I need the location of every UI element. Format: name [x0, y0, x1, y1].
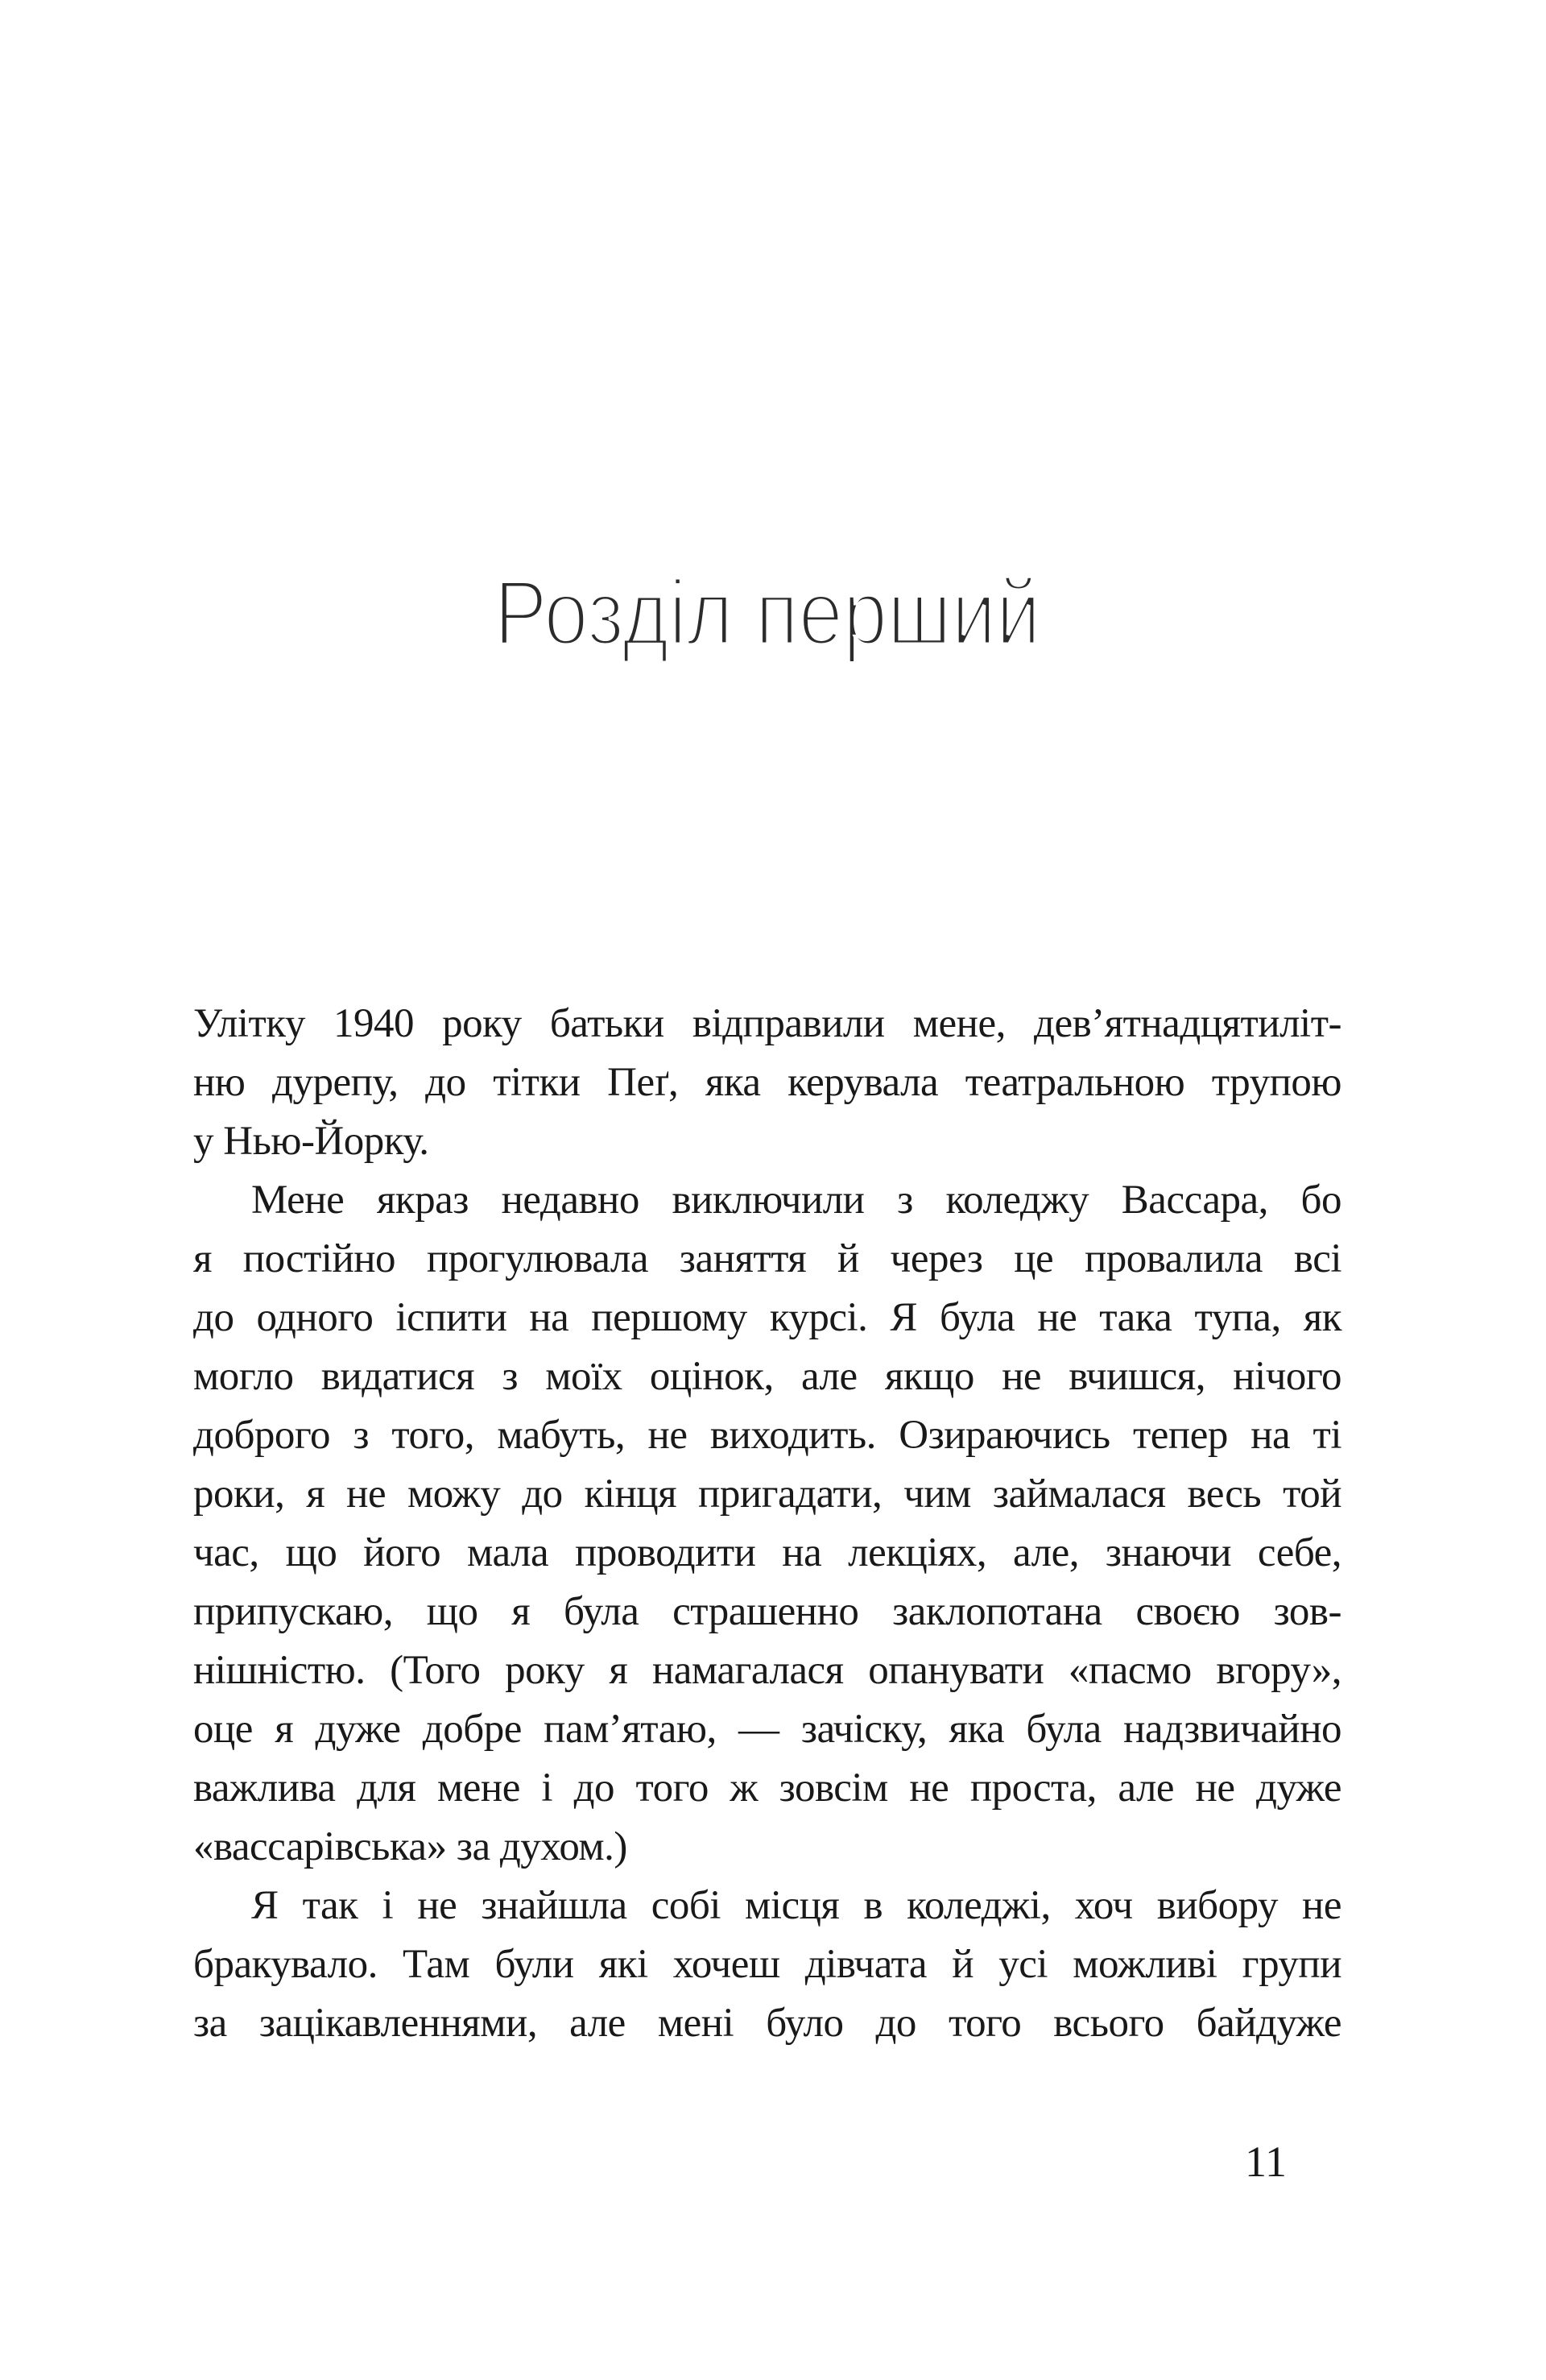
- text-line: оце я дуже добре пам’ятаю, — зачіску, яка була надзвичайно: [193, 1707, 1341, 1752]
- text-line: важлива для мене і до того ж зовсім не проста, але не дуже: [193, 1765, 1341, 1811]
- text-line: припускаю, що я була страшенно заклопотана своєю зов-: [193, 1589, 1341, 1634]
- text-line: доброго з того, мабуть, не виходить. Озираючись тепер на ті: [193, 1413, 1341, 1458]
- text-line: Я так і не знайшла собі місця в коледжі, хоч вибору не: [251, 1883, 1341, 1928]
- text-line: ню дурепу, до тітки Пеґ, яка керувала театральною трупою: [193, 1060, 1341, 1105]
- text-line: Мене якраз недавно виключили з коледжу Вассара, бо: [251, 1178, 1341, 1223]
- text-line: у Нью-Йорку.: [193, 1119, 429, 1164]
- text-line: бракувало. Там були які хочеш дівчата й усі можливі групи: [193, 1942, 1341, 1987]
- text-line: могло видатися з моїх оцінок, але якщо не вчишся, нічого: [193, 1354, 1341, 1399]
- text-line: за зацікавленнями, але мені було до того всього байдуже: [193, 2001, 1341, 2046]
- paragraph: [193, 1171, 1341, 1877]
- text-line: я постійно прогулювала заняття й через це провалила всі: [193, 1236, 1341, 1281]
- text-line: Улітку 1940 року батьки відправили мене, дев’ятнадцятиліт-: [193, 1001, 1341, 1046]
- chapter-title: Розділ перший: [494, 562, 1041, 664]
- paragraph: [193, 1877, 1341, 2053]
- text-line: «вассарівська» за духом.): [193, 1824, 627, 1869]
- text-line: до одного іспити на першому курсі. Я була не така тупа, як: [193, 1295, 1341, 1340]
- body-text: [193, 995, 1341, 2053]
- text-line: роки, я не можу до кінця пригадати, чим займалася весь той: [193, 1471, 1341, 1517]
- text-line: час, що його мала проводити на лекціях, але, знаючи себе,: [193, 1530, 1341, 1575]
- page-number: 11: [1245, 2138, 1287, 2186]
- paragraph: [193, 995, 1341, 1171]
- text-line: нішністю. (Того року я намагалася опанувати «пасмо вгору»,: [193, 1648, 1341, 1693]
